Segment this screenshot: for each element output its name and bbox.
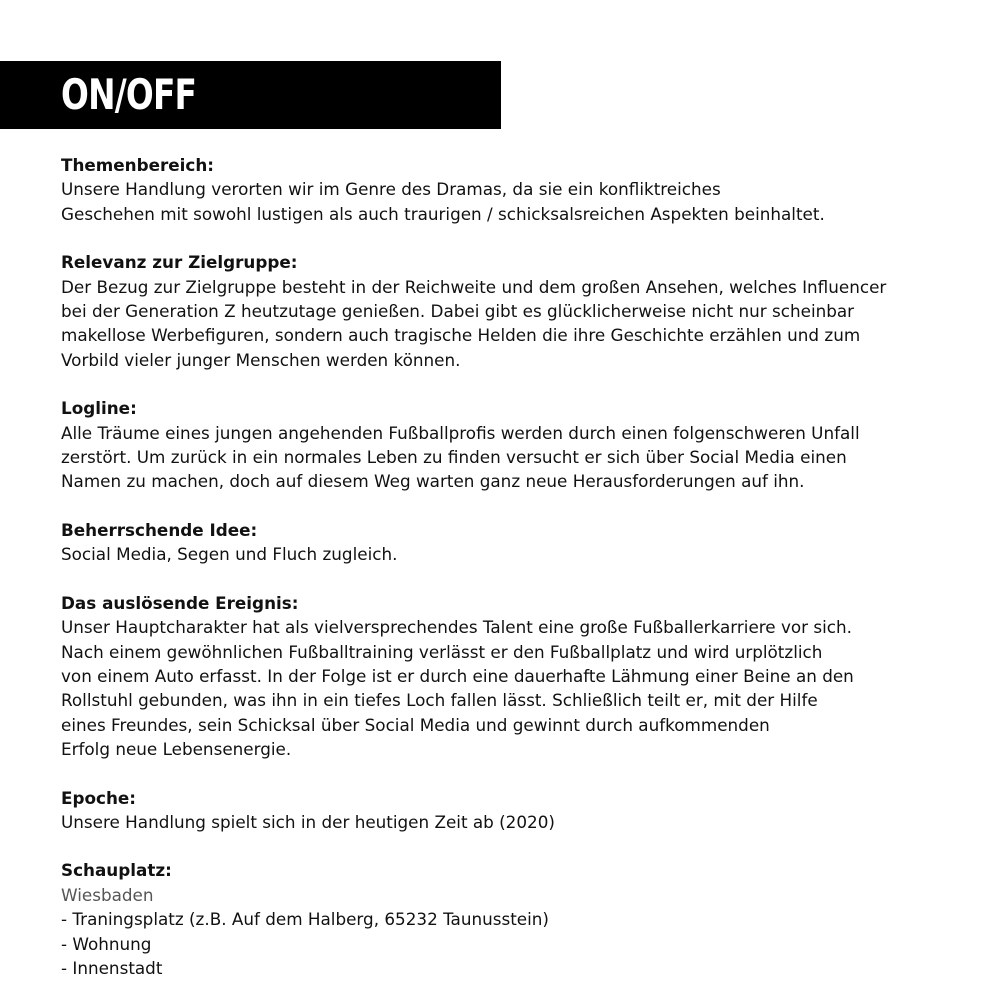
body-line: Wiesbaden <box>61 884 154 905</box>
section-heading: Epoche: <box>61 787 136 808</box>
body-line: eines Freundes, sein Schicksal über Social Media und gewinnt durch aufkommenden <box>61 714 770 735</box>
body-line: Der Bezug zur Zielgruppe besteht in der Reichweite und dem großen Ansehen, welches Influencer <box>61 276 887 297</box>
body-line: Namen zu machen, doch auf diesem Weg warten ganz neue Herausforderungen auf ihn. <box>61 471 805 492</box>
section-relevanz <box>61 250 961 372</box>
body-line: Unser Hauptcharakter hat als vielversprechendes Talent eine große Fußballerkarriere vor sich. <box>61 617 852 638</box>
body-line: bei der Generation Z heutzutage genießen. Dabei gibt es glücklicherweise nicht nur scheinbar <box>61 301 855 322</box>
body-line: von einem Auto erfasst. In der Folge ist er durch eine dauerhafte Lähmung einer Beine an den <box>61 665 854 686</box>
section-heading: Beherrschende Idee: <box>61 519 258 540</box>
section-heading: Das auslösende Ereignis: <box>61 592 299 613</box>
section-ausloesendes-ereignis <box>61 591 961 762</box>
body-line: Nach einem gewöhnlichen Fußballtraining verlässt er den Fußballplatz und wird urplötzlich <box>61 641 823 662</box>
list-item: - Innenstadt <box>61 957 163 978</box>
section-heading: Themenbereich: <box>61 155 214 175</box>
body-line: zerstört. Um zurück in ein normales Leben zu finden versucht er sich über Social Media einen <box>61 447 847 468</box>
body-line: Geschehen mit sowohl lustigen als auch traurigen / schicksalsreichen Aspekten beinhaltet. <box>61 203 825 224</box>
section-themenbereich <box>61 153 961 226</box>
body-line: Unsere Handlung verorten wir im Genre des Dramas, da sie ein konfliktreiches <box>61 179 721 200</box>
document-body <box>61 153 961 1004</box>
title-bar <box>0 61 501 129</box>
section-heading: Relevanz zur Zielgruppe: <box>61 252 298 273</box>
body-line: Alle Träume eines jungen angehenden Fußballprofis werden durch einen folgenschweren Unfall <box>61 422 860 443</box>
body-line: makellose Werbefiguren, sondern auch tragische Helden die ihre Geschichte erzählen und zum <box>61 325 861 346</box>
body-line: Erfolg neue Lebensenergie. <box>61 739 292 760</box>
list-item: - Wohnung <box>61 933 152 954</box>
section-beherrschende-idee <box>61 518 961 567</box>
list-item: - Traningsplatz (z.B. Auf dem Halberg, 65232 Taunusstein) <box>61 909 549 930</box>
section-heading: Schauplatz: <box>61 860 172 881</box>
page-title: ON/OFF <box>61 70 197 119</box>
body-line: Social Media, Segen und Fluch zugleich. <box>61 544 398 565</box>
section-logline <box>61 396 961 494</box>
section-schauplatz <box>61 858 961 980</box>
section-heading: Logline: <box>61 398 137 419</box>
body-line: Vorbild vieler junger Menschen werden können. <box>61 349 461 370</box>
section-epoche <box>61 786 961 835</box>
body-line: Unsere Handlung spielt sich in der heutigen Zeit ab (2020) <box>61 811 555 832</box>
body-line: Rollstuhl gebunden, was ihn in ein tiefes Loch fallen lässt. Schließlich teilt er, mit der Hilfe <box>61 690 818 711</box>
